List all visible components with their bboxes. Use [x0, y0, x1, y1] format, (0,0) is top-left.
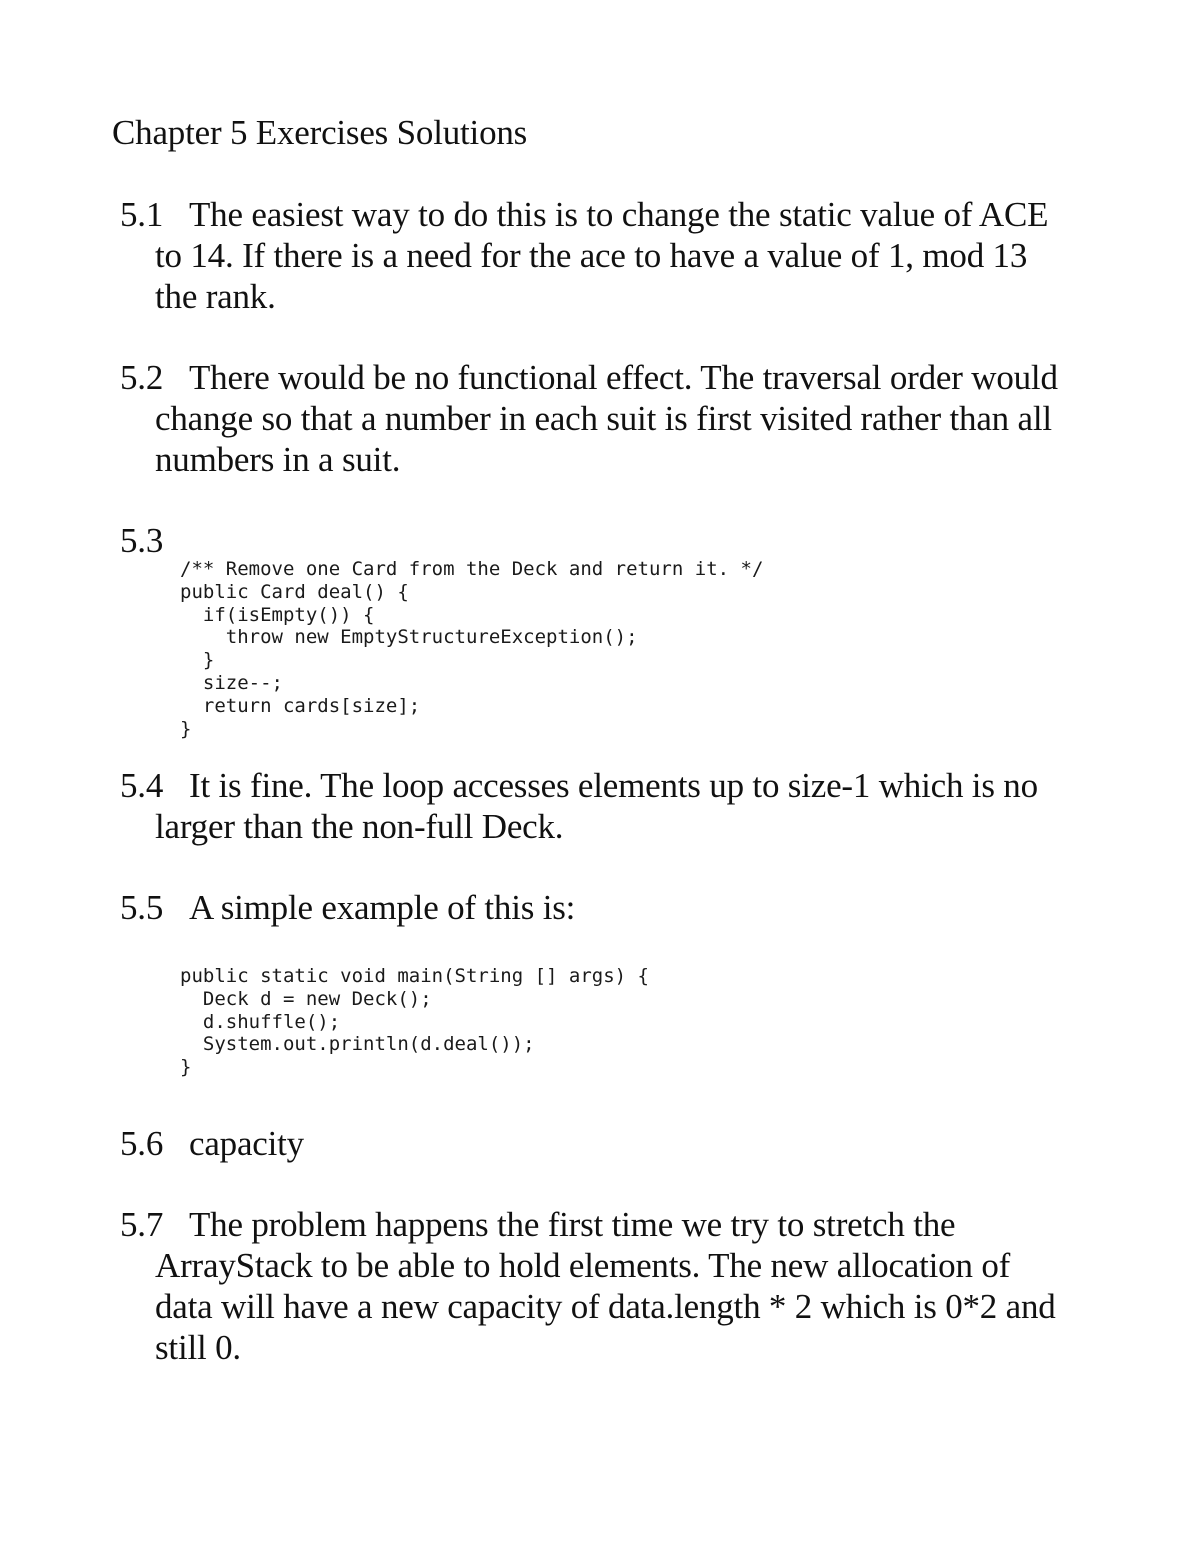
exercise-first-line	[120, 1123, 1100, 1164]
exercise-text: The easiest way to do this is to change the static value of ACE	[189, 195, 1049, 234]
exercise-text: It is fine. The loop accesses elements up to size-1 which is no	[189, 766, 1038, 805]
exercise-text: the rank.	[155, 277, 276, 316]
exercise-first-line	[120, 1204, 1100, 1245]
exercise-5-5	[120, 887, 1100, 928]
exercise-number: 5.2	[120, 358, 164, 397]
exercise-first-line	[120, 887, 1100, 928]
exercise-text: to 14. If there is a need for the ace to have a value of 1, mod 13	[155, 236, 1028, 275]
exercise-text: A simple example of this is:	[189, 888, 576, 927]
exercise-first-line	[120, 194, 1100, 235]
exercise-number: 5.1	[120, 195, 164, 234]
exercise-number: 5.5	[120, 888, 164, 927]
exercise-5-2	[120, 357, 1100, 480]
exercise-5-4	[120, 765, 1100, 847]
code-block-main-method: public static void main(String [] args) { Deck d = new Deck(); d.shuffle(); System.out.println(d.deal()); }	[180, 965, 649, 1079]
exercise-text: There would be no functional effect. The traversal order would	[189, 358, 1058, 397]
code-block-deal-method: /** Remove one Card from the Deck and return it. */ public Card deal() { if(isEmpty()) { throw new EmptyStructureException(); } size--; return cards[size]; }	[180, 558, 764, 740]
exercise-first-line	[120, 520, 1100, 561]
exercise-first-line	[120, 357, 1100, 398]
exercise-5-1	[120, 194, 1100, 317]
page-title: Chapter 5 Exercises Solutions	[112, 113, 528, 152]
exercise-text: The problem happens the first time we try to stretch the	[189, 1205, 956, 1244]
exercise-number: 5.3	[120, 521, 164, 560]
exercise-text: ArrayStack to be able to hold elements. The new allocation of	[155, 1246, 1011, 1285]
exercise-5-6	[120, 1123, 1100, 1164]
exercise-5-7	[120, 1204, 1100, 1368]
exercise-text: numbers in a suit.	[155, 440, 401, 479]
exercise-5-3	[120, 520, 1100, 561]
exercise-number: 5.6	[120, 1124, 164, 1163]
exercise-text: data will have a new capacity of data.length * 2 which is 0*2 and	[155, 1287, 1056, 1326]
exercise-number: 5.4	[120, 766, 164, 805]
exercise-text: larger than the non-full Deck.	[155, 807, 564, 846]
exercise-first-line	[120, 765, 1100, 806]
exercise-number: 5.7	[120, 1205, 164, 1244]
exercise-text: still 0.	[155, 1328, 241, 1367]
exercise-text: change so that a number in each suit is first visited rather than all	[155, 399, 1052, 438]
exercise-text: capacity	[189, 1124, 304, 1163]
